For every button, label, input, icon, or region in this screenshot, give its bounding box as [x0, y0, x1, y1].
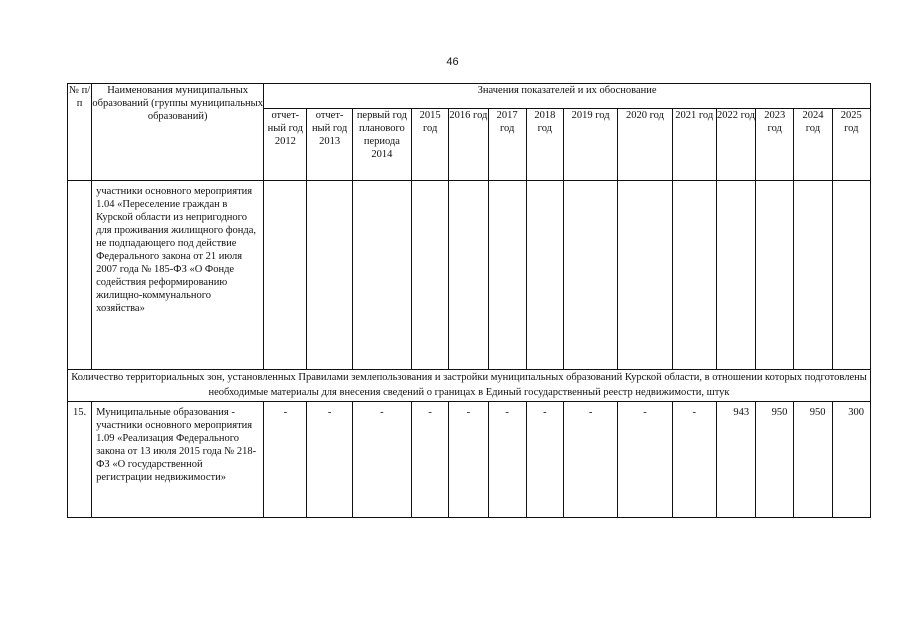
- value-cell: -: [307, 402, 352, 518]
- header-year: 2015 год: [412, 109, 449, 181]
- value-cell: [832, 181, 870, 370]
- value-cell: [794, 181, 832, 370]
- header-year: 2016 год: [449, 109, 488, 181]
- value-cell: 943: [716, 402, 755, 518]
- value-cell: [563, 181, 617, 370]
- row-num: [68, 181, 92, 370]
- value-cell: [352, 181, 411, 370]
- header-year: отчет- ный год 2013: [307, 109, 352, 181]
- value-cell: -: [672, 402, 716, 518]
- value-cell: -: [412, 402, 449, 518]
- header-values-title: Значения показателей и их обоснование: [264, 84, 871, 109]
- value-cell: [488, 181, 526, 370]
- header-year: отчет- ный год 2012: [264, 109, 307, 181]
- table-row: [68, 181, 871, 370]
- page-number: 46: [446, 56, 459, 68]
- header-year: 2018 год: [526, 109, 563, 181]
- row-num: 15.: [68, 402, 92, 518]
- row-name: Муниципальные образования - участники основного мероприятия 1.09 «Реализация Федерального закона от 13 июля 2015 года № 218-ФЗ «О государственной регистрации недвижимости»: [92, 402, 264, 518]
- row-name: участники основного мероприятия 1.04 «Переселение граждан в Курской области из непригодного для проживания жилищного фонда, не подпадающего под действие Федерального закона от 21 июля 2007 года № 185-ФЗ «О Фонде содействия реформированию жилищно-коммунального хозяйства»: [92, 181, 264, 370]
- header-year: 2019 год: [563, 109, 617, 181]
- value-cell: -: [563, 402, 617, 518]
- header-name: Наименования муниципальных образований (группы муниципальных образований): [92, 84, 264, 181]
- header-year: 2020 год: [618, 109, 672, 181]
- indicators-table: [67, 83, 871, 518]
- section-heading: Количество территориальных зон, установленных Правилами землепользования и застройки муниципальных образований Курской области, в отношении которых подготовлены необходимые материалы для внесения сведений о границах в Единый государственный реестр недвижимости, штук: [68, 370, 871, 402]
- header-year: 2023 год: [756, 109, 794, 181]
- value-cell: -: [264, 402, 307, 518]
- header-year: 2017 год: [488, 109, 526, 181]
- value-cell: [672, 181, 716, 370]
- table-row: [68, 402, 871, 518]
- value-cell: [412, 181, 449, 370]
- value-cell: [449, 181, 488, 370]
- value-cell: -: [488, 402, 526, 518]
- value-cell: 950: [794, 402, 832, 518]
- value-cell: [716, 181, 755, 370]
- section-heading-row: [68, 370, 871, 402]
- value-cell: 300: [832, 402, 870, 518]
- value-cell: [618, 181, 672, 370]
- value-cell: -: [449, 402, 488, 518]
- value-cell: [526, 181, 563, 370]
- header-year: 2024 год: [794, 109, 832, 181]
- value-cell: [307, 181, 352, 370]
- header-year: 2025 год: [832, 109, 870, 181]
- header-year: 2022 год: [716, 109, 755, 181]
- value-cell: [756, 181, 794, 370]
- header-num: № п/п: [68, 84, 92, 181]
- header-year: первый год планового периода 2014: [352, 109, 411, 181]
- header-row-1: [68, 84, 871, 109]
- value-cell: -: [618, 402, 672, 518]
- value-cell: -: [352, 402, 411, 518]
- value-cell: [264, 181, 307, 370]
- value-cell: 950: [756, 402, 794, 518]
- header-year: 2021 год: [672, 109, 716, 181]
- value-cell: -: [526, 402, 563, 518]
